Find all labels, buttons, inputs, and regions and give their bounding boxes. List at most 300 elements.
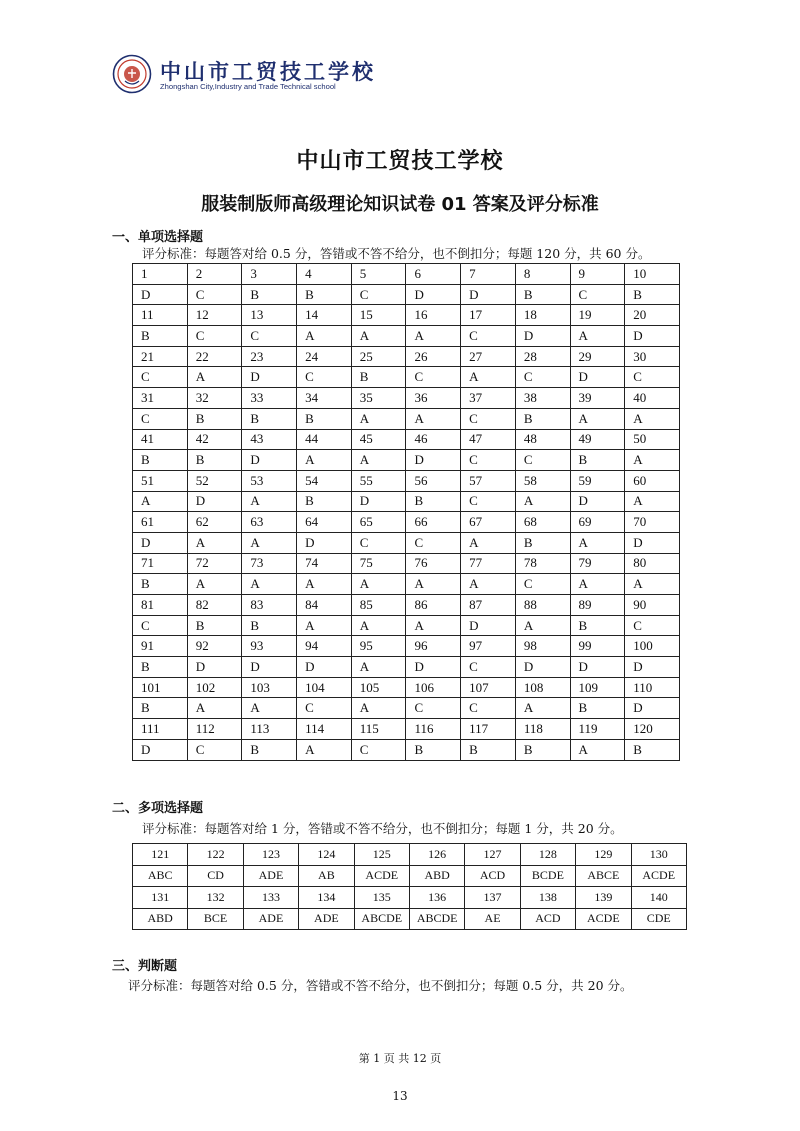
question-number-cell: 31 bbox=[133, 388, 188, 409]
question-number-cell: 17 bbox=[461, 305, 516, 326]
question-number-cell: 42 bbox=[187, 429, 242, 450]
answer-cell: A bbox=[187, 574, 242, 595]
question-number-cell: 115 bbox=[351, 719, 406, 740]
question-number-cell: 44 bbox=[297, 429, 352, 450]
question-number-cell: 69 bbox=[570, 512, 625, 533]
question-number-cell: 32 bbox=[187, 388, 242, 409]
section-heading-true-false: 三、判断题 bbox=[112, 959, 178, 974]
answer-cell: D bbox=[297, 532, 352, 553]
question-number-cell: 119 bbox=[570, 719, 625, 740]
answer-cell: D bbox=[242, 450, 297, 471]
answer-cell: A bbox=[351, 326, 406, 347]
answer-cell: B bbox=[242, 284, 297, 305]
question-number-cell: 22 bbox=[187, 346, 242, 367]
question-number-cell: 1 bbox=[133, 264, 188, 285]
answer-cell: C bbox=[133, 367, 188, 388]
question-number-cell: 140 bbox=[631, 887, 686, 909]
question-number-cell: 12 bbox=[187, 305, 242, 326]
question-number-row bbox=[133, 264, 680, 285]
question-number-cell: 8 bbox=[515, 264, 570, 285]
question-number-cell: 80 bbox=[625, 553, 680, 574]
answer-cell: C bbox=[461, 326, 516, 347]
answer-table-multiple-choice bbox=[132, 843, 687, 930]
answer-cell: ADE bbox=[243, 908, 298, 930]
question-number-cell: 74 bbox=[297, 553, 352, 574]
answer-cell: C bbox=[297, 367, 352, 388]
answer-row bbox=[133, 284, 680, 305]
answer-cell: A bbox=[351, 698, 406, 719]
answer-cell: C bbox=[461, 408, 516, 429]
question-number-cell: 106 bbox=[406, 677, 461, 698]
question-number-cell: 87 bbox=[461, 595, 516, 616]
question-number-cell: 89 bbox=[570, 595, 625, 616]
answer-cell: A bbox=[187, 367, 242, 388]
question-number-cell: 19 bbox=[570, 305, 625, 326]
question-number-cell: 118 bbox=[515, 719, 570, 740]
question-number-cell: 138 bbox=[520, 887, 575, 909]
answer-cell: A bbox=[351, 657, 406, 678]
answer-cell: A bbox=[570, 326, 625, 347]
question-number-cell: 26 bbox=[406, 346, 461, 367]
answer-cell: D bbox=[406, 284, 461, 305]
answer-cell: B bbox=[625, 284, 680, 305]
answer-cell: C bbox=[515, 450, 570, 471]
answer-cell: A bbox=[625, 574, 680, 595]
page-number: 13 bbox=[392, 1089, 408, 1103]
question-number-cell: 71 bbox=[133, 553, 188, 574]
question-number-row bbox=[133, 677, 680, 698]
page-subtitle: 服装制版师高级理论知识试卷 01 答案及评分标准 bbox=[201, 194, 599, 215]
answer-cell: D bbox=[133, 739, 188, 760]
answer-cell: A bbox=[570, 408, 625, 429]
question-number-cell: 83 bbox=[242, 595, 297, 616]
answer-cell: D bbox=[133, 284, 188, 305]
answer-cell: A bbox=[406, 326, 461, 347]
answer-cell: B bbox=[515, 408, 570, 429]
answer-cell: A bbox=[625, 491, 680, 512]
answer-row bbox=[133, 908, 687, 930]
answer-cell: C bbox=[351, 284, 406, 305]
answer-cell: A bbox=[351, 408, 406, 429]
question-number-cell: 126 bbox=[409, 844, 464, 866]
answer-cell: ADE bbox=[243, 865, 298, 887]
answer-cell: ABCDE bbox=[409, 908, 464, 930]
answer-cell: B bbox=[297, 284, 352, 305]
answer-cell: ACD bbox=[465, 865, 520, 887]
answer-cell: C bbox=[133, 408, 188, 429]
answer-cell: ABCE bbox=[576, 865, 631, 887]
answer-table-single-choice bbox=[132, 263, 680, 761]
question-number-cell: 15 bbox=[351, 305, 406, 326]
answer-cell: D bbox=[351, 491, 406, 512]
question-number-cell: 90 bbox=[625, 595, 680, 616]
question-number-cell: 64 bbox=[297, 512, 352, 533]
question-number-cell: 25 bbox=[351, 346, 406, 367]
answer-cell: B bbox=[570, 615, 625, 636]
answer-cell: A bbox=[297, 574, 352, 595]
answer-cell: D bbox=[515, 326, 570, 347]
answer-cell: C bbox=[242, 326, 297, 347]
question-number-cell: 76 bbox=[406, 553, 461, 574]
question-number-cell: 45 bbox=[351, 429, 406, 450]
question-number-cell: 101 bbox=[133, 677, 188, 698]
question-number-cell: 136 bbox=[409, 887, 464, 909]
answer-cell: C bbox=[570, 284, 625, 305]
question-number-cell: 110 bbox=[625, 677, 680, 698]
question-number-cell: 63 bbox=[242, 512, 297, 533]
question-number-cell: 7 bbox=[461, 264, 516, 285]
question-number-cell: 73 bbox=[242, 553, 297, 574]
answer-cell: D bbox=[625, 698, 680, 719]
question-number-cell: 96 bbox=[406, 636, 461, 657]
answer-cell: BCDE bbox=[520, 865, 575, 887]
question-number-cell: 123 bbox=[243, 844, 298, 866]
section-heading-multiple-choice: 二、多项选择题 bbox=[112, 801, 204, 816]
answer-cell: A bbox=[351, 450, 406, 471]
question-number-cell: 53 bbox=[242, 470, 297, 491]
answer-cell: B bbox=[297, 491, 352, 512]
question-number-cell: 114 bbox=[297, 719, 352, 740]
question-number-cell: 107 bbox=[461, 677, 516, 698]
answer-cell: D bbox=[461, 284, 516, 305]
question-number-cell: 85 bbox=[351, 595, 406, 616]
question-number-cell: 108 bbox=[515, 677, 570, 698]
answer-cell: A bbox=[461, 532, 516, 553]
answer-cell: D bbox=[406, 450, 461, 471]
answer-cell: D bbox=[570, 367, 625, 388]
answer-cell: D bbox=[570, 657, 625, 678]
question-number-cell: 137 bbox=[465, 887, 520, 909]
answer-cell: A bbox=[242, 532, 297, 553]
answer-cell: A bbox=[406, 615, 461, 636]
question-number-cell: 16 bbox=[406, 305, 461, 326]
question-number-cell: 93 bbox=[242, 636, 297, 657]
question-number-cell: 102 bbox=[187, 677, 242, 698]
question-number-cell: 111 bbox=[133, 719, 188, 740]
question-number-cell: 99 bbox=[570, 636, 625, 657]
question-number-cell: 14 bbox=[297, 305, 352, 326]
answer-cell: C bbox=[515, 367, 570, 388]
answer-row bbox=[133, 532, 680, 553]
answer-cell: ACDE bbox=[354, 865, 409, 887]
page-title: 中山市工贸技工学校 bbox=[296, 149, 504, 174]
answer-cell: B bbox=[570, 450, 625, 471]
question-number-row bbox=[133, 346, 680, 367]
answer-cell: ABD bbox=[133, 908, 188, 930]
answer-cell: A bbox=[515, 491, 570, 512]
answer-cell: B bbox=[133, 698, 188, 719]
question-number-cell: 95 bbox=[351, 636, 406, 657]
question-number-cell: 124 bbox=[299, 844, 354, 866]
question-number-cell: 139 bbox=[576, 887, 631, 909]
answer-cell: D bbox=[625, 532, 680, 553]
answer-cell: D bbox=[461, 615, 516, 636]
answer-cell: BCE bbox=[188, 908, 243, 930]
question-number-cell: 27 bbox=[461, 346, 516, 367]
question-number-cell: 61 bbox=[133, 512, 188, 533]
question-number-row bbox=[133, 470, 680, 491]
answer-cell: A bbox=[187, 532, 242, 553]
question-number-cell: 46 bbox=[406, 429, 461, 450]
question-number-cell: 130 bbox=[631, 844, 686, 866]
question-number-cell: 92 bbox=[187, 636, 242, 657]
answer-cell: B bbox=[187, 450, 242, 471]
answer-cell: A bbox=[570, 532, 625, 553]
question-number-cell: 134 bbox=[299, 887, 354, 909]
answer-cell: D bbox=[187, 657, 242, 678]
question-number-cell: 40 bbox=[625, 388, 680, 409]
answer-cell: A bbox=[242, 698, 297, 719]
answer-row bbox=[133, 698, 680, 719]
question-number-row bbox=[133, 887, 687, 909]
section-note-true-false: 评分标准：每题答对给 0.5 分，答错或不答不给分，也不倒扣分；每题 0.5 分，共 20 分。 bbox=[128, 978, 633, 993]
question-number-cell: 131 bbox=[133, 887, 188, 909]
question-number-cell: 36 bbox=[406, 388, 461, 409]
question-number-cell: 94 bbox=[297, 636, 352, 657]
answer-cell: D bbox=[625, 657, 680, 678]
question-number-cell: 10 bbox=[625, 264, 680, 285]
answer-row bbox=[133, 615, 680, 636]
answer-cell: B bbox=[133, 450, 188, 471]
question-number-cell: 50 bbox=[625, 429, 680, 450]
question-number-cell: 55 bbox=[351, 470, 406, 491]
answer-cell: B bbox=[297, 408, 352, 429]
answer-cell: A bbox=[461, 367, 516, 388]
question-number-cell: 2 bbox=[187, 264, 242, 285]
school-logo bbox=[112, 52, 376, 100]
answer-row bbox=[133, 491, 680, 512]
answer-cell: B bbox=[570, 698, 625, 719]
question-number-cell: 60 bbox=[625, 470, 680, 491]
answer-cell: C bbox=[187, 739, 242, 760]
logo-school-name-en: Zhongshan City,Industry and Trade Technical school bbox=[160, 82, 336, 91]
page-info: 第 1 页 共 12 页 bbox=[358, 1052, 442, 1065]
question-number-cell: 5 bbox=[351, 264, 406, 285]
question-number-cell: 58 bbox=[515, 470, 570, 491]
question-number-cell: 33 bbox=[242, 388, 297, 409]
answer-cell: A bbox=[406, 574, 461, 595]
answer-cell: C bbox=[515, 574, 570, 595]
answer-cell: C bbox=[461, 450, 516, 471]
answer-cell: B bbox=[133, 657, 188, 678]
question-number-cell: 11 bbox=[133, 305, 188, 326]
question-number-cell: 125 bbox=[354, 844, 409, 866]
answer-cell: A bbox=[297, 326, 352, 347]
answer-cell: B bbox=[242, 615, 297, 636]
answer-cell: ACDE bbox=[576, 908, 631, 930]
question-number-cell: 30 bbox=[625, 346, 680, 367]
answer-cell: C bbox=[351, 739, 406, 760]
answer-row bbox=[133, 865, 687, 887]
question-number-cell: 133 bbox=[243, 887, 298, 909]
question-number-cell: 29 bbox=[570, 346, 625, 367]
question-number-cell: 82 bbox=[187, 595, 242, 616]
question-number-cell: 34 bbox=[297, 388, 352, 409]
answer-row bbox=[133, 739, 680, 760]
question-number-cell: 35 bbox=[351, 388, 406, 409]
answer-cell: B bbox=[515, 532, 570, 553]
question-number-row bbox=[133, 844, 687, 866]
answer-cell: C bbox=[625, 615, 680, 636]
question-number-row bbox=[133, 388, 680, 409]
question-number-cell: 41 bbox=[133, 429, 188, 450]
section-heading-single-choice: 一、单项选择题 bbox=[112, 230, 204, 245]
answer-row bbox=[133, 408, 680, 429]
answer-cell: A bbox=[242, 491, 297, 512]
question-number-cell: 38 bbox=[515, 388, 570, 409]
answer-cell: C bbox=[461, 657, 516, 678]
answer-cell: B bbox=[187, 408, 242, 429]
question-number-cell: 57 bbox=[461, 470, 516, 491]
answer-cell: A bbox=[297, 450, 352, 471]
question-number-row bbox=[133, 719, 680, 740]
answer-cell: ABCDE bbox=[354, 908, 409, 930]
answer-cell: AB bbox=[299, 865, 354, 887]
answer-cell: B bbox=[515, 739, 570, 760]
answer-cell: B bbox=[242, 739, 297, 760]
question-number-cell: 122 bbox=[188, 844, 243, 866]
question-number-cell: 18 bbox=[515, 305, 570, 326]
answer-cell: B bbox=[242, 408, 297, 429]
question-number-cell: 62 bbox=[187, 512, 242, 533]
answer-cell: D bbox=[133, 532, 188, 553]
question-number-cell: 9 bbox=[570, 264, 625, 285]
question-number-cell: 132 bbox=[188, 887, 243, 909]
answer-cell: C bbox=[406, 532, 461, 553]
answer-cell: D bbox=[297, 657, 352, 678]
answer-cell: A bbox=[625, 408, 680, 429]
answer-cell: C bbox=[406, 367, 461, 388]
question-number-cell: 117 bbox=[461, 719, 516, 740]
question-number-cell: 48 bbox=[515, 429, 570, 450]
question-number-cell: 56 bbox=[406, 470, 461, 491]
question-number-cell: 39 bbox=[570, 388, 625, 409]
question-number-cell: 3 bbox=[242, 264, 297, 285]
answer-cell: ADE bbox=[299, 908, 354, 930]
answer-cell: A bbox=[187, 698, 242, 719]
question-number-row bbox=[133, 595, 680, 616]
question-number-cell: 121 bbox=[133, 844, 188, 866]
answer-cell: B bbox=[133, 574, 188, 595]
question-number-row bbox=[133, 429, 680, 450]
question-number-cell: 127 bbox=[465, 844, 520, 866]
question-number-cell: 75 bbox=[351, 553, 406, 574]
answer-cell: A bbox=[406, 408, 461, 429]
answer-cell: CDE bbox=[631, 908, 686, 930]
question-number-cell: 28 bbox=[515, 346, 570, 367]
answer-cell: B bbox=[461, 739, 516, 760]
answer-cell: A bbox=[297, 739, 352, 760]
question-number-cell: 81 bbox=[133, 595, 188, 616]
answer-cell: A bbox=[515, 615, 570, 636]
question-number-row bbox=[133, 305, 680, 326]
question-number-cell: 52 bbox=[187, 470, 242, 491]
question-number-cell: 70 bbox=[625, 512, 680, 533]
question-number-cell: 78 bbox=[515, 553, 570, 574]
question-number-cell: 120 bbox=[625, 719, 680, 740]
question-number-row bbox=[133, 512, 680, 533]
answer-cell: D bbox=[515, 657, 570, 678]
logo-school-name-cn: 中山市工贸技工学校 bbox=[160, 60, 376, 84]
answer-cell: C bbox=[461, 698, 516, 719]
answer-cell: ABD bbox=[409, 865, 464, 887]
question-number-row bbox=[133, 636, 680, 657]
question-number-cell: 13 bbox=[242, 305, 297, 326]
question-number-cell: 116 bbox=[406, 719, 461, 740]
answer-cell: B bbox=[625, 739, 680, 760]
answer-cell: B bbox=[406, 739, 461, 760]
question-number-cell: 77 bbox=[461, 553, 516, 574]
answer-cell: D bbox=[406, 657, 461, 678]
question-number-cell: 100 bbox=[625, 636, 680, 657]
school-seal-icon bbox=[112, 54, 152, 94]
answer-cell: B bbox=[515, 284, 570, 305]
answer-cell: ACDE bbox=[631, 865, 686, 887]
answer-cell: B bbox=[351, 367, 406, 388]
answer-row bbox=[133, 574, 680, 595]
answer-cell: C bbox=[406, 698, 461, 719]
question-number-cell: 113 bbox=[242, 719, 297, 740]
answer-cell: A bbox=[133, 491, 188, 512]
question-number-cell: 23 bbox=[242, 346, 297, 367]
question-number-cell: 49 bbox=[570, 429, 625, 450]
question-number-cell: 84 bbox=[297, 595, 352, 616]
answer-row bbox=[133, 657, 680, 678]
question-number-cell: 66 bbox=[406, 512, 461, 533]
answer-cell: C bbox=[297, 698, 352, 719]
answer-cell: A bbox=[570, 739, 625, 760]
answer-cell: A bbox=[242, 574, 297, 595]
question-number-cell: 20 bbox=[625, 305, 680, 326]
answer-cell: A bbox=[351, 615, 406, 636]
question-number-cell: 43 bbox=[242, 429, 297, 450]
answer-cell: D bbox=[187, 491, 242, 512]
answer-cell: D bbox=[242, 657, 297, 678]
question-number-cell: 37 bbox=[461, 388, 516, 409]
question-number-cell: 103 bbox=[242, 677, 297, 698]
answer-cell: B bbox=[187, 615, 242, 636]
question-number-cell: 65 bbox=[351, 512, 406, 533]
answer-cell: C bbox=[461, 491, 516, 512]
answer-cell: C bbox=[133, 615, 188, 636]
question-number-cell: 6 bbox=[406, 264, 461, 285]
answer-cell: A bbox=[461, 574, 516, 595]
section-note-single-choice: 评分标准：每题答对给 0.5 分，答错或不答不给分，也不倒扣分；每题 120 分，共 60 分。 bbox=[142, 246, 651, 261]
question-number-cell: 72 bbox=[187, 553, 242, 574]
question-number-cell: 67 bbox=[461, 512, 516, 533]
question-number-cell: 88 bbox=[515, 595, 570, 616]
answer-cell: AE bbox=[465, 908, 520, 930]
answer-cell: D bbox=[625, 326, 680, 347]
question-number-cell: 79 bbox=[570, 553, 625, 574]
answer-cell: C bbox=[625, 367, 680, 388]
question-number-cell: 91 bbox=[133, 636, 188, 657]
question-number-cell: 105 bbox=[351, 677, 406, 698]
answer-row bbox=[133, 367, 680, 388]
question-number-cell: 112 bbox=[187, 719, 242, 740]
question-number-cell: 51 bbox=[133, 470, 188, 491]
question-number-cell: 109 bbox=[570, 677, 625, 698]
question-number-row bbox=[133, 553, 680, 574]
question-number-cell: 128 bbox=[520, 844, 575, 866]
answer-cell: A bbox=[570, 574, 625, 595]
answer-cell: D bbox=[570, 491, 625, 512]
question-number-cell: 59 bbox=[570, 470, 625, 491]
answer-cell: C bbox=[187, 326, 242, 347]
question-number-cell: 4 bbox=[297, 264, 352, 285]
question-number-cell: 98 bbox=[515, 636, 570, 657]
answer-row bbox=[133, 326, 680, 347]
